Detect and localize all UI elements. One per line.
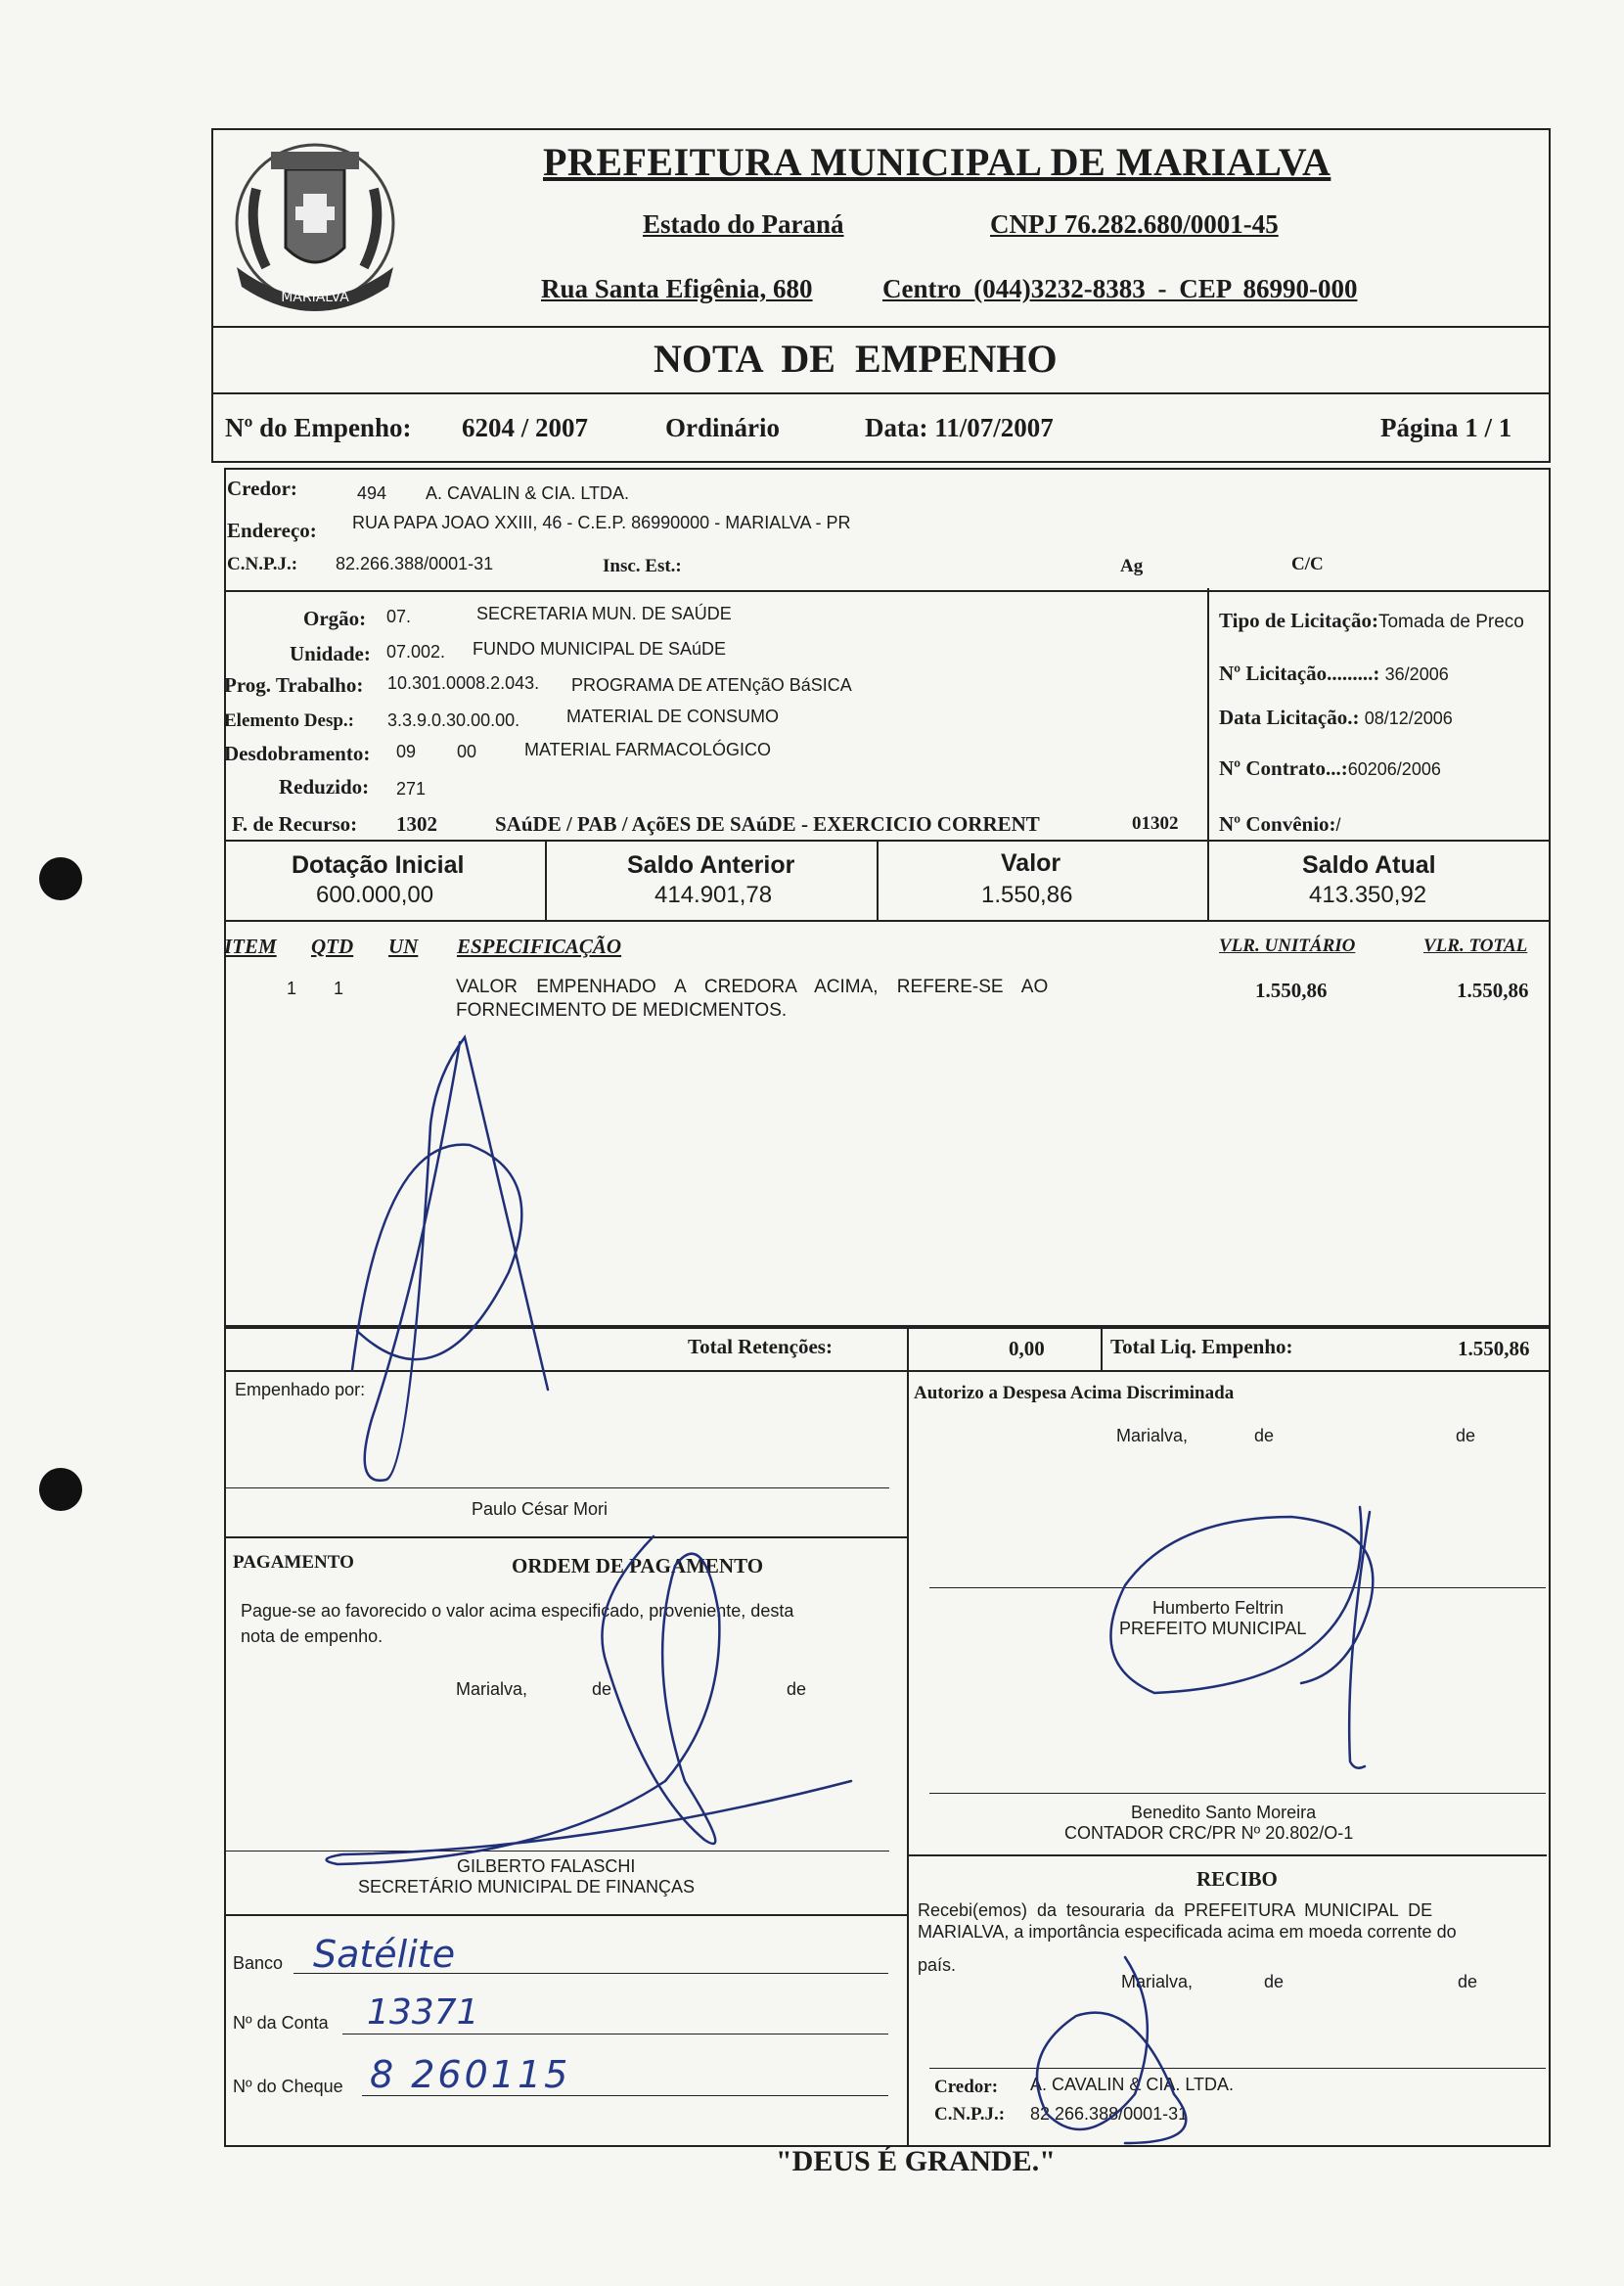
recibo-city: Marialva, xyxy=(1121,1972,1194,1991)
desd-b: 00 xyxy=(457,742,477,761)
header-title: PREFEITURA MUNICIPAL DE MARIALVA xyxy=(543,140,1331,184)
secretario-sign-line xyxy=(224,1851,889,1852)
licitacao-contrato xyxy=(1219,756,1441,781)
footer-motto: "DEUS É GRANDE." xyxy=(776,2145,1056,2177)
recibo-text-1: Recebi(emos) da tesouraria da PREFEITURA MUNICIPAL DE xyxy=(918,1900,1433,1920)
pagamento-top-line xyxy=(224,1536,909,1538)
ordem-pagamento-label: ORDEM DE PAGAMENTO xyxy=(512,1554,764,1577)
reduzido-label: Reduzido: xyxy=(279,775,370,799)
recibo-cnpj-label: C.N.P.J.: xyxy=(934,2104,1006,2125)
reduzido-value: 271 xyxy=(396,779,427,799)
retencoes-value: 0,00 xyxy=(1009,1337,1045,1360)
ag-label: Ag xyxy=(1120,556,1144,576)
empenho-page: Página 1 / 1 xyxy=(1380,413,1512,442)
insc-label: Insc. Est.: xyxy=(603,556,682,576)
licitacao-contrato-value: 60206/2006 xyxy=(1347,759,1441,779)
col-total-header: VLR. TOTAL xyxy=(1423,936,1528,956)
item-qtd: 1 xyxy=(334,979,344,998)
col-spec-header: ESPECIFICAÇÃO xyxy=(457,935,622,958)
credor-label: Credor: xyxy=(227,477,297,500)
banco-top-line xyxy=(224,1914,909,1916)
doc-title: NOTA DE EMPENHO xyxy=(654,337,1058,381)
recibo-top-line xyxy=(907,1854,1547,1856)
licitacao-convenio-value: / xyxy=(1335,815,1341,835)
saldo-anterior-label: Saldo Anterior xyxy=(627,851,795,879)
item-spec-line1: VALOR EMPENHADO A CREDORA ACIMA, REFERE-SE AO xyxy=(456,977,1049,997)
header-state: Estado do Paraná xyxy=(643,209,844,239)
pagamento-label: PAGAMENTO xyxy=(233,1552,354,1573)
unidade-name: FUNDO MUNICIPAL DE SAúDE xyxy=(473,639,727,659)
recurso-number: 01302 xyxy=(1132,813,1179,834)
prog-code: 10.301.0008.2.043. xyxy=(387,673,540,693)
binder-hole-bottom xyxy=(39,1468,82,1511)
pagamento-de-1: de xyxy=(592,1679,612,1699)
credor-cnpj: 82.266.388/0001-31 xyxy=(336,554,494,573)
col-un-header: UN xyxy=(388,935,419,958)
contador-name: Benedito Santo Moreira xyxy=(1131,1803,1317,1822)
licitacao-tipo-value: Tomada de Preco xyxy=(1377,612,1524,632)
secretario-title: SECRETÁRIO MUNICIPAL DE FINANÇAS xyxy=(358,1877,696,1897)
binder-hole-top xyxy=(39,857,82,900)
banco-handwritten: Satélite xyxy=(313,1933,456,1976)
saldo-anterior-value: 414.901,78 xyxy=(654,882,773,908)
pagamento-de-2: de xyxy=(787,1679,807,1699)
orgao-name: SECRETARIA MUN. DE SAÚDE xyxy=(476,604,732,623)
autorizo-de-1: de xyxy=(1254,1426,1275,1445)
empenhado-name: Paulo César Mori xyxy=(472,1499,609,1519)
header-cnpj: CNPJ 76.282.680/0001-45 xyxy=(990,209,1279,239)
valor-label: Valor xyxy=(1001,849,1061,877)
prefeito-title: PREFEITO MUNICIPAL xyxy=(1119,1619,1307,1638)
desd-label: Desdobramento: xyxy=(224,742,371,765)
autorizo-text: Autorizo a Despesa Acima Discriminada xyxy=(914,1383,1235,1403)
recibo-credor-name: A. CAVALIN & CIA. LTDA. xyxy=(1030,2075,1235,2094)
licitacao-num-label: Nº Licitação.........: xyxy=(1219,662,1380,685)
licitacao-contrato-label: Nº Contrato...: xyxy=(1219,756,1348,780)
conta-handwritten: 13371 xyxy=(367,1992,479,2033)
unidade-label: Unidade: xyxy=(290,642,371,665)
col-qtd-header: QTD xyxy=(311,935,354,958)
endereco-label: Endereço: xyxy=(227,519,317,542)
totals-div-2 xyxy=(1101,1325,1103,1370)
saldos-div-3 xyxy=(1207,840,1209,920)
credor-endereco: RUA PAPA JOAO XXIII, 46 - C.E.P. 86990000 - MARIALVA - PR xyxy=(352,513,851,532)
contador-title: CONTADOR CRC/PR Nº 20.802/O-1 xyxy=(1064,1823,1354,1843)
cnpj-label: C.N.P.J.: xyxy=(227,554,298,574)
licitacao-num-value: 36/2006 xyxy=(1384,664,1449,684)
budget-divider xyxy=(1207,588,1209,840)
empenhado-label: Empenhado por: xyxy=(235,1380,366,1399)
recibo-de-2: de xyxy=(1458,1972,1478,1991)
totals-row xyxy=(224,1325,1551,1372)
unidade-code: 07.002. xyxy=(386,642,446,662)
recibo-sign-line xyxy=(929,2068,1546,2069)
licitacao-tipo xyxy=(1219,609,1524,633)
empenho-label: Nº do Empenho: xyxy=(225,413,412,442)
saldo-atual-value: 413.350,92 xyxy=(1309,882,1427,908)
seal-text: MARIALVA xyxy=(281,290,349,305)
desd-name: MATERIAL FARMACOLÓGICO xyxy=(524,740,772,759)
credor-name: A. CAVALIN & CIA. LTDA. xyxy=(426,483,630,503)
col-unit-header: VLR. UNITÁRIO xyxy=(1219,936,1356,956)
empenho-number: 6204 / 2007 xyxy=(462,413,589,442)
item-spec-line2: FORNECIMENTO DE MEDICMENTOS. xyxy=(456,1000,788,1021)
retencoes-label: Total Retenções: xyxy=(688,1335,833,1358)
banco-label: Banco xyxy=(233,1953,284,1973)
item-unit-value: 1.550,86 xyxy=(1255,979,1328,1002)
saldos-div-2 xyxy=(877,840,879,920)
recibo-credor-label: Credor: xyxy=(934,2077,999,2097)
secretario-name: GILBERTO FALASCHI xyxy=(457,1856,636,1876)
pagamento-text-1: Pague-se ao favorecido o valor acima especificado, proveniente, desta xyxy=(241,1601,794,1621)
conta-line xyxy=(342,2034,888,2035)
cheque-handwritten: 8 260115 xyxy=(370,2053,571,2096)
credor-code: 494 xyxy=(357,483,387,503)
orgao-code: 07. xyxy=(386,607,412,626)
recurso-code: 1302 xyxy=(396,812,437,836)
cheque-label: Nº do Cheque xyxy=(233,2077,343,2096)
recibo-title: RECIBO xyxy=(1196,1867,1278,1891)
conta-label: Nº da Conta xyxy=(233,2013,329,2033)
saldos-div-1 xyxy=(545,840,547,920)
recibo-de-1: de xyxy=(1264,1972,1285,1991)
licitacao-tipo-label: Tipo de Licitação: xyxy=(1219,609,1378,632)
contador-sign-line xyxy=(929,1793,1546,1794)
prog-label: Prog. Trabalho: xyxy=(224,673,364,697)
pagamento-city: Marialva, xyxy=(456,1679,528,1699)
pagamento-text-2: nota de empenho. xyxy=(241,1626,383,1646)
municipal-seal-logo xyxy=(217,130,413,326)
desd-a: 09 xyxy=(396,742,417,761)
dotacao-value: 600.000,00 xyxy=(316,882,434,908)
orgao-label: Orgão: xyxy=(303,607,367,630)
header-contact: Centro (044)3232-8383 - CEP 86990-000 xyxy=(882,274,1358,303)
licitacao-convenio xyxy=(1219,812,1341,837)
elem-code: 3.3.9.0.30.00.00. xyxy=(387,710,520,730)
recibo-cnpj: 82.266.388/0001-31 xyxy=(1030,2104,1189,2124)
col-item-header: ITEM xyxy=(224,935,277,958)
item-total-value: 1.550,86 xyxy=(1457,979,1529,1002)
licitacao-data-value: 08/12/2006 xyxy=(1364,709,1453,728)
liq-empenho-label: Total Liq. Empenho: xyxy=(1110,1335,1293,1358)
elem-name: MATERIAL DE CONSUMO xyxy=(566,707,780,726)
prefeito-name: Humberto Feltrin xyxy=(1152,1598,1285,1618)
valor-value: 1.550,86 xyxy=(981,882,1073,908)
empenhado-sign-line xyxy=(224,1487,889,1488)
prefeito-sign-line xyxy=(929,1587,1546,1588)
prog-name: PROGRAMA DE ATENçãO BáSICA xyxy=(571,675,852,695)
autorizo-city: Marialva, xyxy=(1116,1426,1189,1445)
item-number: 1 xyxy=(287,979,297,998)
empenho-date: Data: 11/07/2007 xyxy=(865,413,1054,442)
autorizo-de-2: de xyxy=(1456,1426,1476,1445)
licitacao-convenio-label: Nº Convênio: xyxy=(1219,812,1336,836)
recibo-text-3: país. xyxy=(918,1955,957,1975)
licitacao-data-label: Data Licitação.: xyxy=(1219,706,1360,729)
header-address: Rua Santa Efigênia, 680 xyxy=(541,274,813,303)
cc-label: C/C xyxy=(1291,554,1324,574)
recurso-label: F. de Recurso: xyxy=(232,812,358,836)
recibo-text-2: MARIALVA, a importância especificada acima em moeda corrente do xyxy=(918,1922,1457,1942)
lower-divider xyxy=(907,1370,909,2145)
licitacao-num xyxy=(1219,662,1449,686)
recurso-name: SAúDE / PAB / AçõES DE SAúDE - EXERCICIO CORRENT xyxy=(495,812,1040,836)
totals-div-1 xyxy=(907,1325,909,1370)
liq-empenho-value: 1.550,86 xyxy=(1458,1337,1530,1360)
empenho-type: Ordinário xyxy=(665,413,781,442)
licitacao-data xyxy=(1219,706,1453,730)
dotacao-label: Dotação Inicial xyxy=(292,851,465,879)
saldo-atual-label: Saldo Atual xyxy=(1302,851,1436,879)
elem-label: Elemento Desp.: xyxy=(224,710,354,731)
